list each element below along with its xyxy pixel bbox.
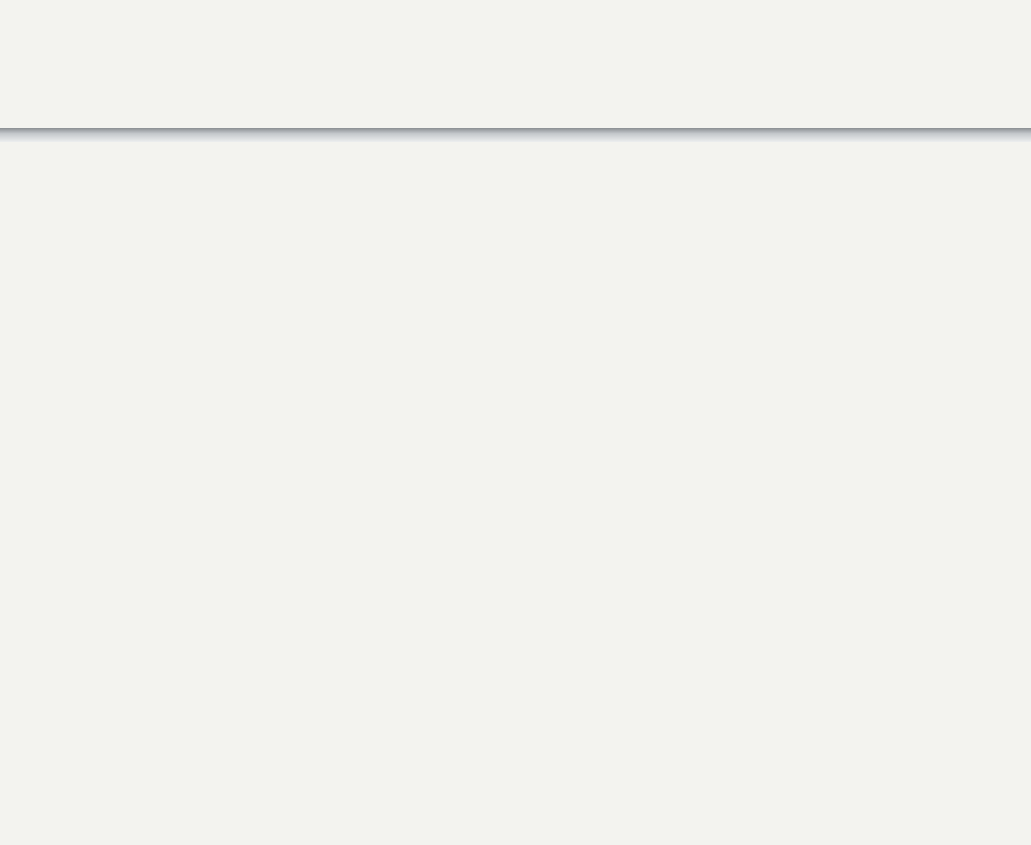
document-page	[0, 142, 1031, 845]
page-gap	[0, 128, 1031, 142]
previous-page-fragment	[0, 0, 1031, 128]
